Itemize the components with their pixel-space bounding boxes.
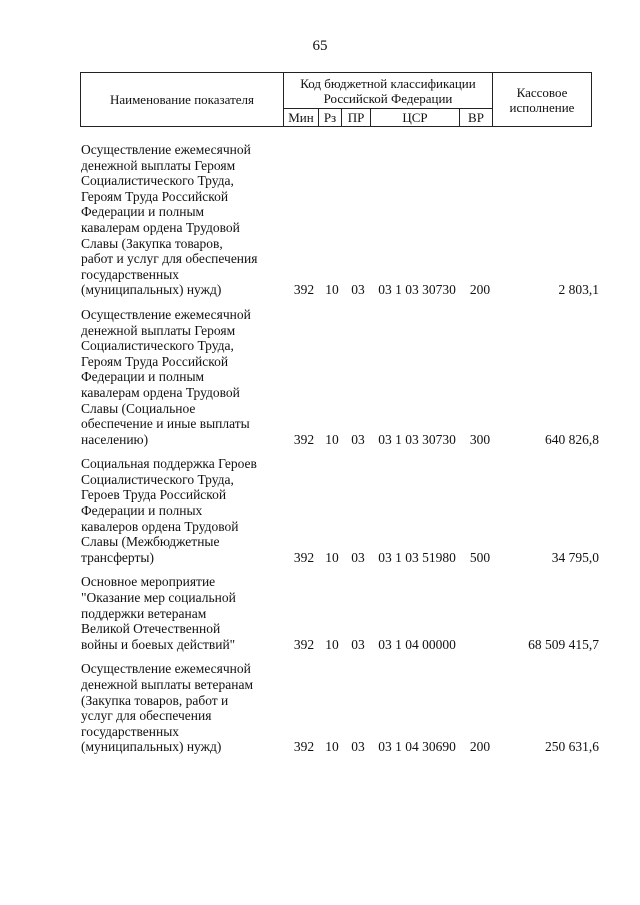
row-sum: 34 795,0 [551,549,599,565]
row-rz: 10 [325,636,339,652]
row-name: Осуществление ежемесячной денежной выплаты ветеранам (Закупка товаров, работ и услуг для обеспечения государственных (муниципальных) нужд) [81,661,254,755]
header-sub-pr: ПР [342,109,371,127]
row-pr: 03 [351,431,365,447]
row-csr: 03 1 04 00000 [378,636,456,652]
row-csr: 03 1 03 30730 [378,431,456,447]
row-rz: 10 [325,549,339,565]
row-min: 392 [293,636,315,652]
header-code-group: Код бюджетной классификации Российской Федерации [284,73,493,109]
row-rz: 10 [325,282,339,298]
row-pr: 03 [351,549,365,565]
row-sum: 68 509 415,7 [528,636,599,652]
row-min: 392 [293,739,315,755]
row-min: 392 [293,431,315,447]
row-vr: 200 [469,282,491,298]
header-sub-rz: Рз [319,109,342,127]
row-vr: 500 [469,549,491,565]
row-sum: 2 803,1 [558,282,599,298]
row-name: Осуществление ежемесячной денежной выплаты Героям Социалистического Труда, Героям Труда Российской Федерации и полным кавалерам ордена Трудовой Славы (Социальное обеспечение и иные выплаты населению) [81,306,251,447]
row-name: Социальная поддержка Героев Социалистического Труда, Героев Труда Российской Федерации и полных кавалеров ордена Трудовой Славы (Межбюджетные трансферты) [81,456,257,565]
row-sum: 250 631,6 [545,739,599,755]
row-rz: 10 [325,431,339,447]
table-body [81,142,601,764]
row-name: Осуществление ежемесячной денежной выплаты Героям Социалистического Труда, Героям Труда Российской Федерации и полным кавалерам ордена Трудовой Славы (Закупка товаров, работ и услуг для обеспечения государственных (муниципальных) нужд) [81,142,258,298]
row-vr: 200 [469,739,491,755]
row-sum: 640 826,8 [545,431,599,447]
row-rz: 10 [325,739,339,755]
table-row [81,307,601,447]
header-sub-vr: ВР [460,109,493,127]
row-min: 392 [293,282,315,298]
row-name: Основное мероприятие "Оказание мер социальной поддержки ветеранам Великой Отечественной войны и боевых действий" [81,574,236,652]
header-sum-column: Кассовое исполнение [493,73,592,127]
row-vr: 300 [469,431,491,447]
page-number: 65 [312,38,328,54]
row-min: 392 [293,549,315,565]
table-header [80,72,592,127]
row-csr: 03 1 04 30690 [378,739,456,755]
row-csr: 03 1 03 30730 [378,282,456,298]
table-row [81,661,601,755]
row-pr: 03 [351,739,365,755]
table-row [81,456,601,565]
header-name-column: Наименование показателя [81,73,284,127]
row-pr: 03 [351,282,365,298]
row-pr: 03 [351,636,365,652]
table-row [81,574,601,652]
header-sub-min: Мин [284,109,319,127]
table-row [81,142,601,298]
row-csr: 03 1 03 51980 [378,549,456,565]
header-sub-csr: ЦСР [371,109,460,127]
